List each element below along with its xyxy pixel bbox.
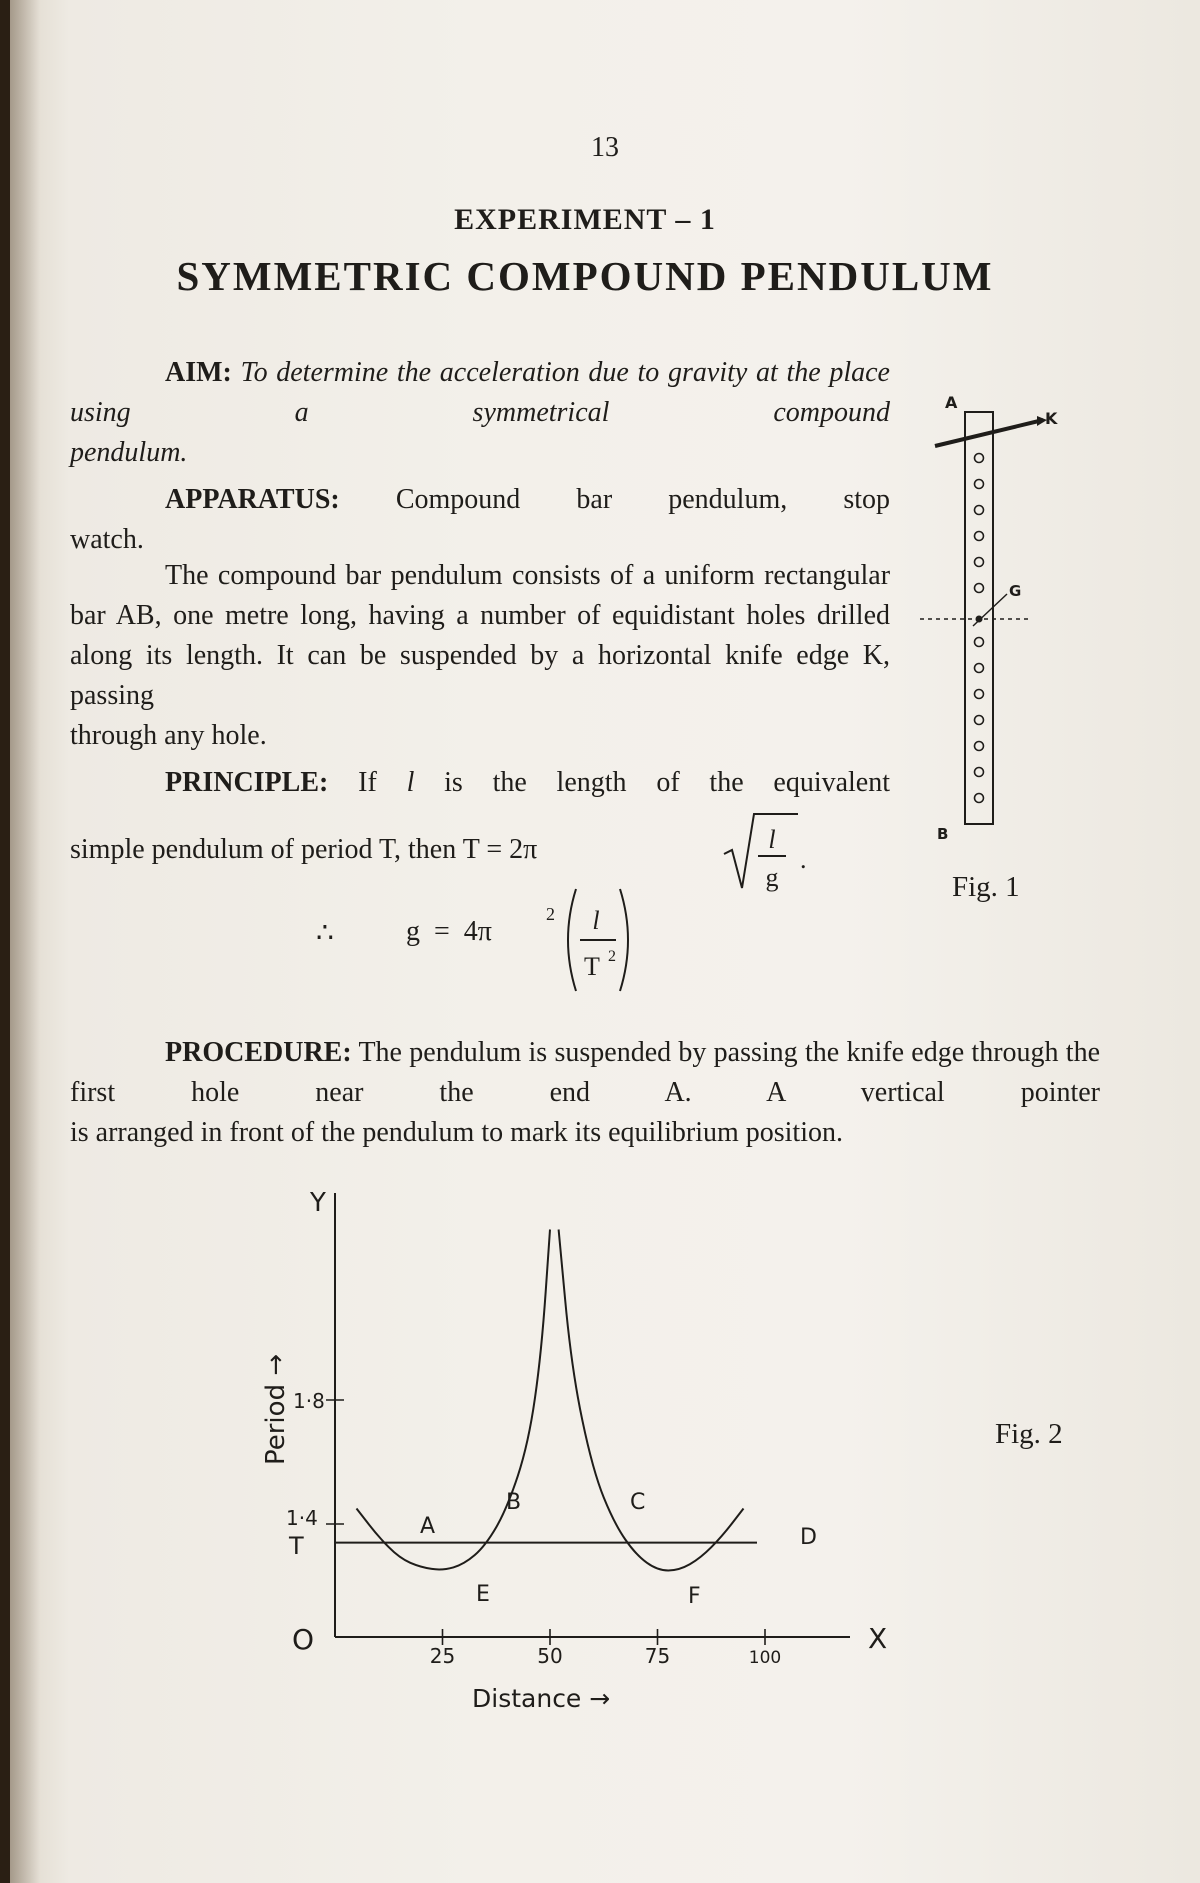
description-line-4: can be suspended by a horizontal knife edge K, passing: [70, 640, 891, 711]
fig2-y-tick-label-18: 1·8: [293, 1389, 325, 1413]
fraction-denominator: T: [584, 952, 600, 981]
fig2-curve-left-branch: [357, 1230, 551, 1570]
fig1-label-G: G: [1009, 582, 1022, 600]
fig1-hole: [975, 638, 984, 647]
right-paren: [620, 889, 628, 991]
fig2-x-ticks: [430, 1629, 781, 1668]
fig2-curves: [357, 1230, 744, 1571]
procedure-paragraph: [70, 1033, 1100, 1153]
fig1-hole: [975, 768, 984, 777]
procedure-text-3: is arranged in front of the pendulum to mark its equilibrium position.: [70, 1117, 843, 1148]
aim-text-3: pendulum.: [70, 437, 188, 468]
fig1-label-A: A: [945, 393, 958, 412]
fig1-hole: [975, 742, 984, 751]
book-page: [10, 0, 1200, 1883]
fig2-x-axis-label: Distance →: [472, 1684, 611, 1713]
fig2-label-B: B: [506, 1490, 522, 1515]
principle-paragraph: [70, 763, 890, 803]
fig2-period-distance-graph: [240, 1175, 940, 1735]
fraction-l-over-T2: [558, 885, 638, 995]
fraction-numerator: l: [592, 906, 600, 935]
left-paren: [568, 889, 576, 991]
apparatus-label: APPARATUS:: [165, 484, 340, 515]
fig1-holes: [975, 454, 984, 803]
fig1-label-B: B: [937, 825, 949, 843]
aim-text-1: To determine the acceleration due to: [240, 357, 660, 388]
fig1-hole: [975, 558, 984, 567]
page-title: SYMMETRIC COMPOUND PENDULUM: [176, 253, 994, 299]
description-line-3: number of equidistant holes drilled along its length. It: [70, 600, 891, 671]
fig2-y-letter: Y: [310, 1188, 326, 1218]
description-line-1: The compound bar pendulum consists of a: [165, 560, 656, 591]
fig2-curve-right-branch: [559, 1230, 744, 1571]
fig2-label-E: E: [476, 1582, 490, 1607]
procedure-text-2: knife edge through the first hole near the end A. A vertical pointer: [70, 1037, 1101, 1108]
sqrt-formula: [720, 808, 810, 898]
apparatus-text-2: watch.: [70, 524, 144, 555]
fig2-origin: O: [292, 1623, 315, 1656]
fig1-hole: [975, 716, 984, 725]
fig2-label-C: C: [630, 1490, 646, 1515]
fig1-hole: [975, 454, 984, 463]
fig1-hole: [975, 584, 984, 593]
description-line-5: through any hole.: [70, 720, 267, 751]
fig2-y-tick-label-14: 1·4: [286, 1506, 318, 1530]
fig1-knife-edge: [935, 420, 1043, 446]
fig1-label-K: K: [1045, 409, 1058, 428]
sqrt-denominator: g: [765, 863, 779, 892]
denominator-exponent: 2: [608, 948, 616, 965]
pi-exponent: 2: [546, 904, 555, 924]
fig2-x-letter: X: [868, 1622, 888, 1655]
principle-text-2: simple pendulum of period T, then T = 2π: [70, 834, 538, 865]
fig2-x-tick-label: 75: [644, 1644, 671, 1668]
therefore-symbol: ∴: [316, 918, 334, 949]
principle-if: If: [358, 767, 377, 798]
fig2-x-tick-label: 100: [748, 1648, 782, 1668]
fig1-hole: [975, 532, 984, 541]
fig1-caption: Fig. 1: [952, 871, 1020, 903]
experiment-label: EXPERIMENT – 1: [454, 203, 716, 236]
fig1-hole: [975, 506, 984, 515]
procedure-label: PROCEDURE:: [165, 1037, 352, 1068]
aim-label: AIM:: [165, 357, 232, 388]
fig2-y-axis-label: Period →: [261, 1353, 291, 1465]
procedure-text-1: The pendulum is suspended by passing the: [358, 1037, 840, 1068]
description-paragraph: [70, 556, 890, 756]
aim-paragraph: [70, 353, 890, 473]
sqrt-sign: [724, 814, 798, 888]
fig2-label-A: A: [420, 1514, 436, 1539]
aim-text-2: gravity at the place using a symmetrical compound: [70, 357, 890, 428]
fig1-hole: [975, 480, 984, 489]
apparatus-paragraph: [70, 480, 890, 560]
fig2-x-tick-label: 50: [537, 1644, 563, 1668]
principle-line-2: [70, 830, 537, 870]
l-symbol: l: [406, 767, 415, 798]
description-line-2: uniform rectangular bar AB, one metre long, having a: [70, 560, 891, 631]
fig1-hole: [975, 794, 984, 803]
g-equation: g = 4π: [406, 916, 492, 947]
fig1-G-pointer: [973, 594, 1007, 626]
fig2-label-F: F: [688, 1584, 701, 1609]
fig2-x-tick-label: 25: [429, 1644, 456, 1668]
page-number: 13: [591, 132, 619, 163]
fig2-y-tick-label-T: T: [289, 1532, 304, 1560]
formula-period: .: [800, 845, 807, 874]
fig2-label-D: D: [800, 1525, 817, 1550]
fig1-pendulum-diagram: [915, 390, 1075, 850]
fig1-hole: [975, 664, 984, 673]
apparatus-text-1: Compound bar pendulum, stop: [395, 484, 891, 515]
principle-text-1: is the length of the equivalent: [444, 767, 891, 798]
sqrt-numerator: l: [768, 825, 776, 854]
fig1-hole: [975, 690, 984, 699]
fig2-caption: Fig. 2: [995, 1418, 1063, 1450]
principle-label: PRINCIPLE:: [165, 767, 329, 798]
